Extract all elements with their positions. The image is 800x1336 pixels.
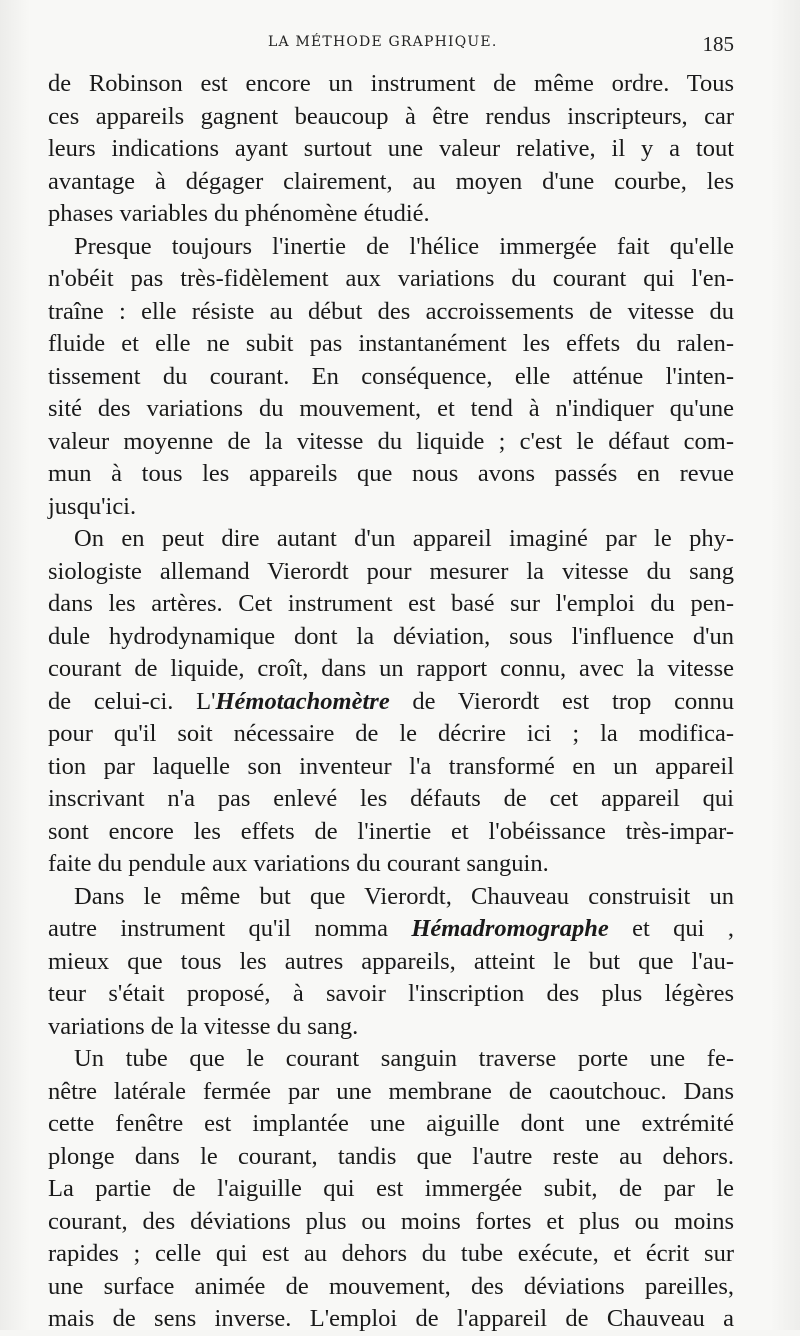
text-line: rapides ; celle qui est au dehors du tube exécute, et écrit sur [48,1240,734,1267]
text-line-with-italic [48,686,734,719]
text-line: cette fenêtre est implantée une aiguille dont une extrémité [48,1110,734,1137]
text-line: variations de la vitesse du sang. [48,1012,359,1040]
text-line: fluide et elle ne subit pas instantanément les effets du ralen- [48,330,734,357]
text-line: mais de sens inverse. L'emploi de l'appareil de Chauveau a [48,1305,734,1332]
text-fragment: autre instrument qu'il nomma [48,915,412,942]
text-line: tissement du courant. En conséquence, elle atténue l'inten- [48,362,734,390]
text-line: avantage à dégager clairement, au moyen d'une courbe, les [48,167,734,195]
text-line: n'obéit pas très-fidèlement aux variations du courant qui l'en- [48,265,734,292]
text-line: Dans le même but que Vierordt, Chauveau construisit un [74,882,734,910]
text-fragment: de celui-ci. L' [48,687,216,715]
text-fragment: de Vierordt est trop connu [389,687,734,715]
body-text [48,68,734,1336]
text-line: dule hydrodynamique dont la déviation, sous l'influence d'un [48,622,734,650]
text-line: ces appareils gagnent beaucoup à être rendus inscripteurs, car [48,102,734,130]
text-line: valeur moyenne de la vitesse du liquide ; c'est le défaut com- [48,427,734,455]
text-line: leurs indications ayant surtout une valeur relative, il y a tout [48,135,734,162]
text-line: tion par laquelle son inventeur l'a transformé en un appareil [48,752,734,780]
italic-term: Hémadromographe [411,915,609,942]
text-line: courant de liquide, croît, dans un rapport connu, avec la vitesse [48,655,734,682]
page-header [48,34,734,58]
text-line: teur s'était proposé, à savoir l'inscription des plus légères [48,980,734,1007]
running-title: LA MÉTHODE GRAPHIQUE. [268,34,498,50]
page-number: 185 [702,32,734,56]
text-line: mieux que tous les autres appareils, atteint le but que l'au- [48,947,734,975]
text-line: Un tube que le courant sanguin traverse porte une fe- [74,1045,734,1072]
text-line: nêtre latérale fermée par une membrane de caoutchouc. Dans [48,1077,734,1105]
text-line: faite du pendule aux variations du courant sanguin. [48,850,549,877]
text-line: jusqu'ici. [48,492,137,520]
text-line: une surface animée de mouvement, des déviations pareilles, [48,1272,734,1300]
text-line-with-italic [48,913,734,946]
text-fragment: et qui , [608,915,734,942]
text-line: Presque toujours l'inertie de l'hélice immergée fait qu'elle [74,232,734,260]
italic-term: Hémotachomètre [215,687,390,715]
text-line: traîne : elle résiste au début des accroissements de vitesse du [48,297,734,325]
text-line: de Robinson est encore un instrument de même ordre. Tous [48,70,734,97]
text-line: La partie de l'aiguille qui est immergée subit, de par le [48,1175,734,1202]
text-line: mun à tous les appareils que nous avons passés en revue [48,460,734,487]
text-line: inscrivant n'a pas enlevé les défauts de cet appareil qui [48,785,734,812]
text-line: plonge dans le courant, tandis que l'autre reste au dehors. [48,1142,734,1170]
text-line: dans les artères. Cet instrument est basé sur l'emploi du pen- [48,590,734,617]
text-line: sont encore les effets de l'inertie et l'obéissance très-impar- [48,817,734,845]
text-line: pour qu'il soit nécessaire de le décrire ici ; la modifica- [48,720,734,747]
text-line: siologiste allemand Vierordt pour mesurer la vitesse du sang [48,557,734,585]
text-line: phases variables du phénomène étudié. [48,200,430,227]
text-line: On en peut dire autant d'un appareil imaginé par le phy- [74,525,734,552]
text-line: courant, des déviations plus ou moins fortes et plus ou moins [48,1207,734,1235]
text-line: sité des variations du mouvement, et tend à n'indiquer qu'une [48,395,734,422]
